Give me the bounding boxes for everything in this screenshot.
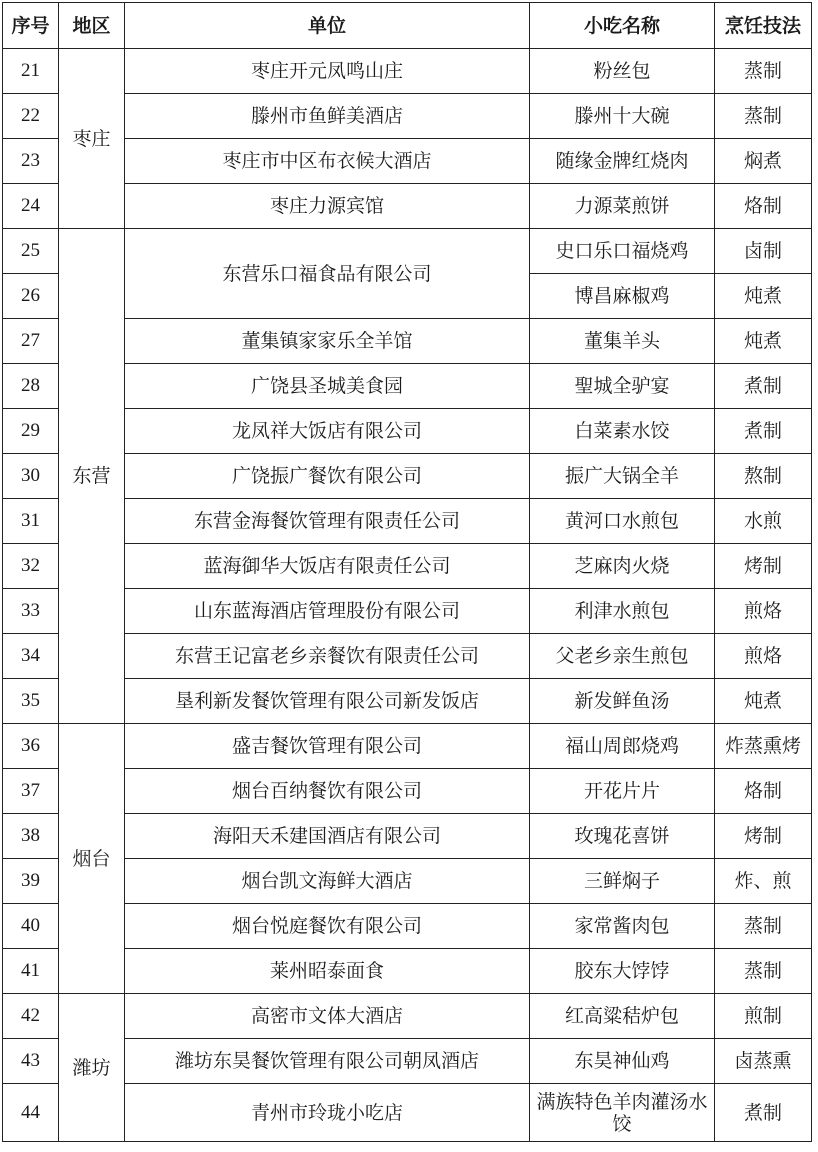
technique-cell: 烤制 [715, 814, 812, 859]
row-no: 28 [3, 364, 59, 409]
header-no: 序号 [3, 3, 59, 49]
snack-cell: 粉丝包 [530, 49, 715, 94]
row-no: 33 [3, 589, 59, 634]
table-row [3, 679, 812, 724]
snack-cell: 滕州十大碗 [530, 94, 715, 139]
unit-cell: 枣庄力源宾馆 [125, 184, 530, 229]
region-cell: 烟台 [59, 724, 125, 994]
technique-cell: 炸、煎 [715, 859, 812, 904]
unit-cell: 烟台凯文海鲜大酒店 [125, 859, 530, 904]
table-row [3, 319, 812, 364]
snack-cell: 家常酱肉包 [530, 904, 715, 949]
unit-cell: 烟台悦庭餐饮有限公司 [125, 904, 530, 949]
table-row [3, 724, 812, 769]
technique-cell: 煎制 [715, 994, 812, 1039]
row-no: 27 [3, 319, 59, 364]
snack-cell: 利津水煎包 [530, 589, 715, 634]
snack-cell: 玫瑰花喜饼 [530, 814, 715, 859]
table-row [3, 769, 812, 814]
snack-cell: 振广大锅全羊 [530, 454, 715, 499]
technique-cell: 煮制 [715, 409, 812, 454]
table-row [3, 814, 812, 859]
technique-cell: 煮制 [715, 1084, 812, 1142]
unit-cell: 烟台百纳餐饮有限公司 [125, 769, 530, 814]
row-no: 43 [3, 1039, 59, 1084]
row-no: 34 [3, 634, 59, 679]
table-row [3, 49, 812, 94]
table-row [3, 184, 812, 229]
technique-cell: 煮制 [715, 364, 812, 409]
row-no: 24 [3, 184, 59, 229]
region-cell: 潍坊 [59, 994, 125, 1142]
snack-cell: 东昊神仙鸡 [530, 1039, 715, 1084]
table-row [3, 454, 812, 499]
unit-cell: 潍坊东昊餐饮管理有限公司朝凤酒店 [125, 1039, 530, 1084]
snack-cell: 满族特色羊肉灌汤水饺 [530, 1084, 715, 1142]
technique-cell: 蒸制 [715, 49, 812, 94]
row-no: 31 [3, 499, 59, 544]
row-no: 21 [3, 49, 59, 94]
table-row [3, 859, 812, 904]
table-row [3, 589, 812, 634]
table-row [3, 1039, 812, 1084]
technique-cell: 烙制 [715, 769, 812, 814]
technique-cell: 卤制 [715, 229, 812, 274]
snack-cell: 董集羊头 [530, 319, 715, 364]
snack-cell: 白菜素水饺 [530, 409, 715, 454]
technique-cell: 炖煮 [715, 274, 812, 319]
snack-cell: 黄河口水煎包 [530, 499, 715, 544]
snack-cell: 三鲜焖子 [530, 859, 715, 904]
snack-cell: 博昌麻椒鸡 [530, 274, 715, 319]
table-row [3, 544, 812, 589]
snack-cell: 史口乐口福烧鸡 [530, 229, 715, 274]
unit-cell: 滕州市鱼鲜美酒店 [125, 94, 530, 139]
header-technique: 烹饪技法 [715, 3, 812, 49]
table-row [3, 904, 812, 949]
row-no: 25 [3, 229, 59, 274]
unit-cell: 莱州昭泰面食 [125, 949, 530, 994]
technique-cell: 水煎 [715, 499, 812, 544]
header-row [3, 3, 812, 49]
unit-cell: 青州市玲珑小吃店 [125, 1084, 530, 1142]
snack-cell: 随缘金牌红烧肉 [530, 139, 715, 184]
row-no: 36 [3, 724, 59, 769]
snack-cell: 新发鲜鱼汤 [530, 679, 715, 724]
row-no: 29 [3, 409, 59, 454]
unit-cell: 东营金海餐饮管理有限责任公司 [125, 499, 530, 544]
snack-cell: 开花片片 [530, 769, 715, 814]
technique-cell: 蒸制 [715, 94, 812, 139]
snack-cell: 父老乡亲生煎包 [530, 634, 715, 679]
header-unit: 单位 [125, 3, 530, 49]
snack-cell: 福山周郎烧鸡 [530, 724, 715, 769]
technique-cell: 煎烙 [715, 634, 812, 679]
technique-cell: 炖煮 [715, 679, 812, 724]
table-row [3, 634, 812, 679]
snack-table [2, 2, 812, 1142]
row-no: 39 [3, 859, 59, 904]
row-no: 40 [3, 904, 59, 949]
unit-cell: 海阳天禾建国酒店有限公司 [125, 814, 530, 859]
technique-cell: 炖煮 [715, 319, 812, 364]
technique-cell: 烤制 [715, 544, 812, 589]
row-no: 30 [3, 454, 59, 499]
table-row [3, 949, 812, 994]
table-row [3, 1084, 812, 1142]
snack-cell: 力源菜煎饼 [530, 184, 715, 229]
table-row [3, 139, 812, 184]
table-row [3, 94, 812, 139]
snack-cell: 红高粱秸炉包 [530, 994, 715, 1039]
technique-cell: 烙制 [715, 184, 812, 229]
row-no: 44 [3, 1084, 59, 1142]
row-no: 23 [3, 139, 59, 184]
table-row [3, 409, 812, 454]
unit-cell: 东营乐口福食品有限公司 [125, 229, 530, 319]
technique-cell: 炸蒸熏烤 [715, 724, 812, 769]
row-no: 42 [3, 994, 59, 1039]
row-no: 35 [3, 679, 59, 724]
technique-cell: 蒸制 [715, 904, 812, 949]
table-row [3, 499, 812, 544]
unit-cell: 董集镇家家乐全羊馆 [125, 319, 530, 364]
region-cell: 东营 [59, 229, 125, 724]
unit-cell: 广饶县圣城美食园 [125, 364, 530, 409]
snack-cell: 芝麻肉火烧 [530, 544, 715, 589]
unit-cell: 盛吉餐饮管理有限公司 [125, 724, 530, 769]
snack-cell: 胶东大饽饽 [530, 949, 715, 994]
technique-cell: 蒸制 [715, 949, 812, 994]
technique-cell: 焖煮 [715, 139, 812, 184]
technique-cell: 煎烙 [715, 589, 812, 634]
unit-cell: 龙凤祥大饭店有限公司 [125, 409, 530, 454]
snack-cell: 聖城全驴宴 [530, 364, 715, 409]
header-region: 地区 [59, 3, 125, 49]
row-no: 32 [3, 544, 59, 589]
row-no: 26 [3, 274, 59, 319]
unit-cell: 高密市文体大酒店 [125, 994, 530, 1039]
table-row [3, 229, 812, 274]
row-no: 37 [3, 769, 59, 814]
unit-cell: 蓝海御华大饭店有限责任公司 [125, 544, 530, 589]
region-cell: 枣庄 [59, 49, 125, 229]
technique-cell: 熬制 [715, 454, 812, 499]
unit-cell: 广饶振广餐饮有限公司 [125, 454, 530, 499]
row-no: 22 [3, 94, 59, 139]
row-no: 41 [3, 949, 59, 994]
technique-cell: 卤蒸熏 [715, 1039, 812, 1084]
unit-cell: 枣庄开元凤鸣山庄 [125, 49, 530, 94]
table-row [3, 994, 812, 1039]
unit-cell: 东营王记富老乡亲餐饮有限责任公司 [125, 634, 530, 679]
unit-cell: 枣庄市中区布衣候大酒店 [125, 139, 530, 184]
table-row [3, 364, 812, 409]
header-snack: 小吃名称 [530, 3, 715, 49]
unit-cell: 垦利新发餐饮管理有限公司新发饭店 [125, 679, 530, 724]
unit-cell: 山东蓝海酒店管理股份有限公司 [125, 589, 530, 634]
row-no: 38 [3, 814, 59, 859]
